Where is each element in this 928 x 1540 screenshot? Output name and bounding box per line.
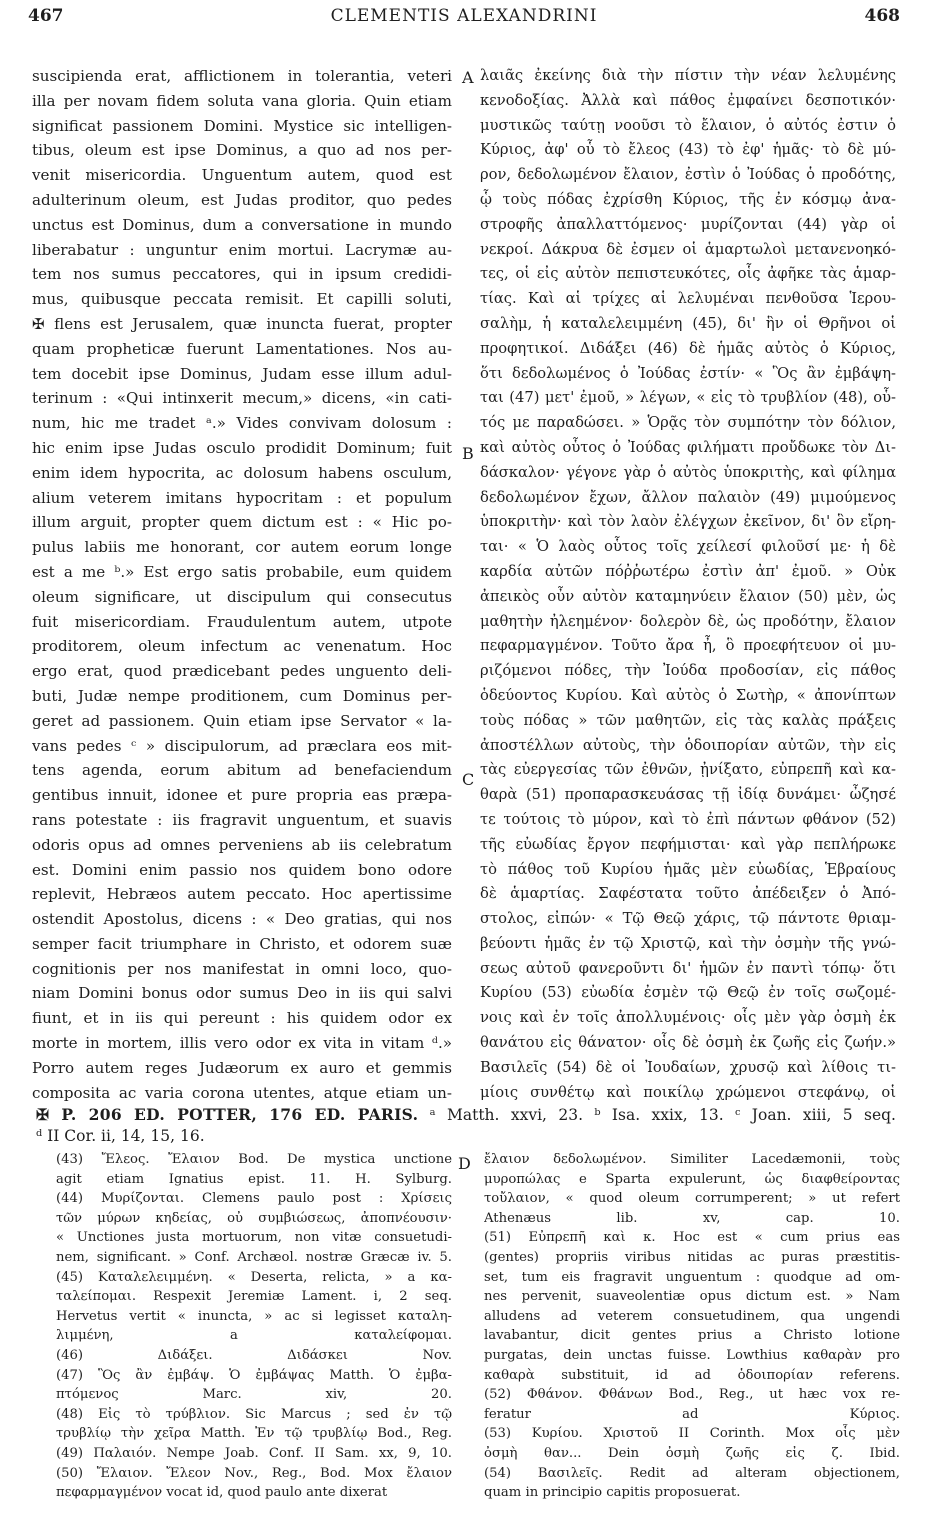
greek-text-column — [480, 64, 896, 1104]
latin-text-line: rans potestate : iis fragravit unguentum, et suavis — [32, 810, 452, 829]
margin-marker-c: C — [462, 770, 475, 789]
footnote-line: (gentes) propriis viribus nitidas ac puras præstitis- — [484, 1249, 900, 1265]
footnote-line: (52) Φθάνον. Φθάνων Bod., Reg., ut hæc vox re- — [484, 1387, 900, 1403]
latin-text-line: pulus labiis me honorant, cor autem eorum longe — [32, 538, 452, 557]
latin-text-line: fiunt, et in iis qui pereunt : his quidem odor ex — [32, 1009, 452, 1028]
greek-text-line: ται· « Ὁ λαὸς οὗτος τοῖς χείλεσί φιλοῦσί με· ἡ δὲ — [480, 538, 896, 556]
latin-text-line: tem nos sumus peccatores, qui in ipsum credidi- — [32, 265, 452, 284]
footnote-line: λιμμένη, a καταλείφομαι. — [56, 1328, 452, 1344]
greek-text-line: ὑποκριτὴν· καὶ τὸν λαὸν ἐλέγχων ἐκεῖνον, δι' ὃν εἴρη- — [480, 513, 896, 531]
greek-text-line: μίοις συνθέτῳ καὶ ποικίλῳ χρώμενοι στεφάνῳ, οἱ — [480, 1083, 896, 1101]
latin-text-line: quam propheticæ fuerunt Lamentationes. Nos au- — [32, 339, 452, 358]
footnote-line: τρυβλίῳ τὴν χεῖρα Matth. Ἐν τῷ τρυβλίῳ Bod., Reg. — [56, 1426, 452, 1442]
latin-text-line: hic enim ipse Judas osculo prodidit Dominum; fuit — [32, 438, 452, 457]
latin-text-line: illa per novam fidem soluta vana gloria. Quin etiam — [32, 91, 452, 110]
scripture-references — [36, 1104, 896, 1154]
latin-text-line: odoris opus ad omnes perveniens ab iis celebratum — [32, 835, 452, 854]
greek-text-line: τε τούτοις τὸ μύρον, καὶ τὸ ἐπὶ πάντων φθάνον (52) — [480, 810, 896, 828]
latin-text-line: tem docebit ipse Dominus, Judam esse illum adul- — [32, 364, 452, 383]
greek-text-line: νοις καὶ ἐν τοῖς ἀπολλυμένοις· οἷς μὲν γὰρ ὀσμὴ ἐκ — [480, 1009, 896, 1027]
greek-text-line: πεφαρμαγμένον. Τοῦτο ἄρα ἦ, ὃ προεφήτευον οἱ μυ- — [480, 637, 896, 655]
footnote-line: (45) Καταλελειμμένη. « Deserta, relicta, » a κα- — [56, 1269, 452, 1285]
footnote-line: purgatas, dein unctas fuisse. Lowthius καθαρὰν pro — [484, 1347, 900, 1363]
latin-text-line: num, hic me tradet ᵃ.» Vides convivam dolosum : — [32, 414, 452, 433]
greek-text-line: δεδολωμένον ἔχων, ἄλλον παλαιὸν (49) μιμούμενος — [480, 488, 896, 506]
latin-text-line: tens agenda, eorum abitum ad benefaciendum — [32, 761, 452, 780]
footnote-line: (50) Ἔλαιον. Ἔλεον Nov., Reg., Bod. Mox ἔλαιον — [56, 1465, 452, 1481]
greek-text-line: νεκροί. Δάκρυα δὲ ἐσμεν οἱ ἁμαρτωλοὶ μετανενοηκό- — [480, 240, 896, 258]
greek-text-line: Κυρίου (53) εὐωδία ἐσμὲν τῷ Θεῷ ἐν τοῖς σωζομέ- — [480, 984, 896, 1002]
footnote-line: (48) Εἰς τὸ τρύβλιον. Sic Marcus ; sed ἐν τῷ — [56, 1406, 452, 1422]
latin-text-line: alium veterem imitans hypocritam : et populum — [32, 488, 452, 507]
greek-text-line: ὅτι δεδολωμένος ὁ Ἰούδας ἐστίν· « Ὃς ἂν ἐμβάψη- — [480, 364, 896, 382]
greek-text-line: ται (47) μετ' ἐμοῦ, » λέγων, « εἰς τὸ τρυβλίον (48), οὗ- — [480, 389, 896, 407]
greek-text-line: δάσκαλον· γέγονε γὰρ ὁ αὐτὸς ὑποκριτὴς, καὶ φίλημα — [480, 463, 896, 481]
footnote-line: καθαρὰ substituit, id ad ὁδοιπορίαν referens. — [484, 1367, 900, 1383]
latin-text-line: geret ad passionem. Quin etiam ipse Servator « la- — [32, 711, 452, 730]
footnote-line: lavabantur, dicit gentes prius a Christo lotione — [484, 1328, 900, 1344]
latin-text-line: ✠ flens est Jerusalem, quæ inuncta fuerat, propter — [32, 314, 452, 333]
footnotes-left-column — [56, 1150, 452, 1530]
footnote-line: Hervetus vertit « inuncta, » ac si legisset καταλη- — [56, 1308, 452, 1324]
footnote-line: πεφαρμαγμένον vocat id, quod paulo ante dixerat — [56, 1485, 388, 1501]
footnote-line: (54) Βασιλεῖς. Redit ad alteram objectionem, — [484, 1465, 900, 1481]
latin-text-line: vans pedes ᶜ » discipulorum, ad præclara eos mit- — [32, 736, 452, 755]
latin-text-line: fuit misericordiam. Fraudulentum autem, utpote — [32, 612, 452, 631]
footnote-line: set, tum eis fragravit unguentum : quodque ad om- — [484, 1269, 900, 1285]
latin-text-column — [32, 64, 452, 1104]
latin-text-line: venit misericordia. Unguentum autem, quod est — [32, 166, 452, 185]
greek-text-line: τῆς εὐωδίας ἔργον πεφήμισται· καὶ γὰρ πεπλήρωκε — [480, 835, 896, 853]
greek-text-line: Βασιλεῖς (54) δὲ οἱ Ἰουδαίων, χρυσῷ καὶ λίθοις τι- — [480, 1058, 896, 1076]
footnote-line: quam in principio capitis proposuerat. — [484, 1485, 741, 1501]
greek-text-line: σαλὴμ, ἡ καταλελειμμένη (45), δι' ἣν οἱ Θρῆνοι οἱ — [480, 314, 896, 332]
greek-text-line: καὶ αὐτὸς οὗτος ὁ Ἰούδας φιλήματι προὔδωκε τὸν Δι- — [480, 438, 896, 456]
footnote-line: (43) Ἔλεος. Ἔλαιον Bod. De mystica unctione — [56, 1152, 452, 1167]
greek-text-line: ἀποστέλλων αὐτοὺς, τὴν ὁδοιπορίαν αὐτῶν, τὴν εἰς — [480, 736, 896, 754]
reference-line-2: ᵈ II Cor. ii, 14, 15, 16. — [36, 1127, 205, 1145]
greek-text-line: δὲ ἁμαρτίας. Σαφέστατα τοῦτο ἀπέδειξεν ὁ Ἀπό- — [480, 885, 896, 903]
footnote-line: feratur ad Κύριος. — [484, 1406, 900, 1422]
footnote-line: (53) Κυρίου. Χριστοῦ II Corinth. Mox οἷς μὲν — [484, 1426, 900, 1442]
greek-text-line: τες, οἱ εἰς αὐτὸν πεπιστευκότες, οἷς ἀφῆκε τὰς ἁμαρ- — [480, 265, 896, 283]
greek-text-line: Κύριος, ἀφ' οὗ τὸ ἔλεος (43) τὸ ἐφ' ἡμᾶς· τὸ δὲ μύ- — [480, 141, 896, 159]
greek-text-line: καρδία αὐτῶν πόῤῥωτέρω ἐστὶν ἀπ' ἐμοῦ. » Οὐκ — [480, 562, 896, 580]
greek-text-line: ᾧ τοὺς πόδας ἐχρίσθη Κύριος, τῆς ἐν κόσμῳ ἀνα- — [480, 190, 896, 208]
latin-text-line: significat passionem Domini. Mystice sic intelligen- — [32, 116, 452, 135]
greek-text-line: κενοδοξίας. Ἀλλὰ καὶ πάθος ἐμφαίνει δεσποτικόν· — [480, 91, 896, 109]
greek-text-line: ἀπεικὸς οὖν αὐτὸν καταμηνύειν ἔλαιον (50) μὲν, ὡς — [480, 587, 896, 605]
latin-text-line: buti, Judæ nempe proditionem, cum Dominus per- — [32, 686, 452, 705]
reference-line-1 — [36, 1104, 896, 1126]
greek-text-line: τίας. Καὶ αἱ τρίχες αἱ λελυμέναι πενθοῦσα Ἱερου- — [480, 290, 896, 308]
footnote-line: alludens ad veterem consuetudinem, qua ungendi — [484, 1308, 900, 1324]
latin-text-line: est a me ᵇ.» Est ergo satis probabile, eum quidem — [32, 562, 452, 581]
latin-text-line: niam Domini bonus odor sumus Deo in iis qui salvi — [32, 984, 452, 1003]
footnote-line: Athenæus lib. xv, cap. 10. — [484, 1210, 900, 1226]
greek-text-line: τὰς εὐεργεσίας τῶν ἐθνῶν, ᾐνίξατο, εὐπρεπῆ καὶ κα- — [480, 761, 896, 779]
latin-text-line: gentibus innuit, idonee et pure propria eas præpa- — [32, 786, 452, 805]
greek-text-line: ὁδεύοντος Κυρίου. Καὶ αὐτὸς ὁ Σωτὴρ, « ἀπονίπτων — [480, 686, 896, 704]
latin-text-line: semper facit triumphare in Christo, et odorem suæ — [32, 934, 452, 953]
latin-text-line: oleum significare, ut discipulum qui consecutus — [32, 587, 452, 606]
latin-text-line: adulterinum oleum, est Judas proditor, quo pedes — [32, 190, 452, 209]
latin-text-line: cognitionis per nos manifestat in omni loco, quo- — [32, 959, 452, 978]
greek-text-line: στροφῆς ἀπαλλαττόμενος· μυρίζονται (44) γὰρ οἱ — [480, 215, 896, 233]
footnote-line: (51) Εὐπρεπῆ καὶ κ. Hoc est « cum prius eas — [484, 1230, 900, 1246]
latin-text-line: ostendit Apostolus, dicens : « Deo gratias, qui nos — [32, 910, 452, 929]
latin-text-line: ergo erat, quod prædicebant pedes unguento deli- — [32, 662, 452, 681]
footnote-line: (49) Παλαιόν. Nempe Joab. Conf. II Sam. xx, 9, 10. — [56, 1445, 452, 1461]
latin-text-line: liberabatur : unguntur enim mortui. Lacrymæ au- — [32, 240, 452, 259]
greek-text-line: θαρὰ (51) προπαρασκευάσας τῇ ἰδίᾳ δυνάμει· ὦζησέ — [480, 786, 896, 804]
footnote-line: τῶν μύρων κηδείας, οὐ συμβιώσεως, ἀποπνέουσιν· — [56, 1210, 452, 1226]
latin-text-line: illum arguit, propter quem dictum est : « Hic po- — [32, 513, 452, 532]
footnotes-right-column — [484, 1150, 900, 1530]
scripture-citations: ᵃ Matth. xxvi, 23. ᵇ Isa. xxix, 13. ᶜ Joan. xiii, 5 seq. — [429, 1106, 896, 1124]
latin-text-line: enim idem hypocrita, ac dolosum habens osculum, — [32, 463, 452, 482]
greek-text-line: θανάτου εἰς θάνατον· οἷς δὲ ὀσμὴ ἐκ ζωῆς εἰς ζωήν.» — [480, 1034, 896, 1052]
footnote-line: πτόμενος Marc. xiv, 20. — [56, 1387, 452, 1403]
latin-text-line: est. Domini enim passio nos quidem bono odore — [32, 860, 452, 879]
page-header — [28, 6, 900, 36]
greek-text-line: τός με παραδώσει. » Ὁρᾷς τὸν συμπότην τὸν δόλιον, — [480, 414, 896, 432]
latin-text-line: tibus, oleum est ipse Dominus, a quo ad nos per- — [32, 141, 452, 160]
margin-marker-a: A — [462, 68, 474, 87]
running-title: CLEMENTIS ALEXANDRINI — [330, 6, 598, 26]
greek-text-line: ριζόμενοι πόδες, τὴν Ἰούδα προδοσίαν, εἰς πάθος — [480, 662, 896, 680]
greek-text-line: λαιᾶς ἐκείνης διὰ τὴν πίστιν τὴν νέαν λελυμένης — [480, 67, 896, 84]
footnote-line: μυροπώλας e Sparta expulerunt, ὡς διαφθείροντας — [484, 1171, 900, 1187]
footnote-line: (46) Διδάξει. Διδάσκει Nov. — [56, 1347, 452, 1363]
latin-text-line: terinum : «Qui intinxerit mecum,» dicens, «in cati- — [32, 389, 452, 408]
latin-text-line: suscipienda erat, afflictionem in tolerantia, veteri — [32, 67, 452, 85]
greek-text-line: στολος, εἰπών· « Τῷ Θεῷ χάρις, τῷ πάντοτε θριαμ- — [480, 910, 896, 928]
page-number-left: 467 — [28, 6, 64, 26]
greek-text-line: ρον, δεδολωμένον ἔλαιον, ἐστὶν ὁ Ἰούδας ὁ προδότης, — [480, 166, 896, 184]
greek-text-line: βεύοντι ἡμᾶς ἐν τῷ Χριστῷ, καὶ τὴν ὀσμὴν τῆς γνώ- — [480, 934, 896, 952]
footnote-line: ταλείπομαι. Respexit Jeremiæ Lament. i, 2 seq. — [56, 1289, 452, 1305]
latin-text-line: unctus est Dominus, dum a conversatione in mundo — [32, 215, 452, 234]
footnote-line: agit etiam Ignatius epist. 11. H. Sylburg. — [56, 1171, 452, 1187]
footnote-line: nem, significant. » Conf. Archæol. nostræ Græcæ iv. 5. — [56, 1249, 452, 1265]
greek-text-line: τὸ πάθος τοῦ Κυρίου ἡμᾶς μὲν εὐωδίας, Ἑβραίους — [480, 860, 896, 878]
greek-text-line: μαθητὴν ἠλεημένον· δολερὸν δὲ, ὡς προδότην, ἔλαιον — [480, 612, 896, 630]
latin-text-line: replevit, Hebræos autem peccato. Hoc apertissime — [32, 885, 452, 904]
latin-text-line: mus, quibusque peccata remisit. Et capilli soluti, — [32, 290, 452, 309]
footnote-line: « Unctiones justa mortuorum, non vitæ consuetudi- — [56, 1230, 452, 1246]
greek-text-line: τοὺς πόδας » τῶν μαθητῶν, εἰς τὰς καλὰς πράξεις — [480, 711, 896, 729]
greek-text-line: προφητικοί. Διδάξει (46) δὲ ἡμᾶς αὐτὸς ὁ Κύριος, — [480, 339, 896, 357]
footnote-line: τοὔλαιον, « quod oleum corrumperent; » ut refert — [484, 1191, 900, 1207]
footnote-line: ἔλαιον δεδολωμένον. Similiter Lacedæmonii, τοὺς — [484, 1152, 900, 1167]
edition-reference: ✠ P. 206 ED. POTTER, 176 ED. PARIS. — [36, 1105, 419, 1124]
margin-marker-d: D — [458, 1154, 471, 1173]
greek-text-line: σεως αὐτοῦ φανεροῦντι δι' ἡμῶν ἐν παντὶ τόπῳ· ὅτι — [480, 959, 896, 977]
footnote-line: nes pervenit, suaveolentiæ opus dictum est. » Nam — [484, 1289, 900, 1305]
page-number-right: 468 — [864, 6, 900, 26]
latin-text-line: composita ac varia corona utentes, atque etiam un- — [32, 1083, 452, 1102]
latin-text-line: morte in mortem, illis vero odor ex vita in vitam ᵈ.» — [32, 1034, 452, 1053]
latin-text-line: Porro autem reges Judæorum ex auro et gemmis — [32, 1058, 452, 1077]
footnote-line: (44) Μυρίζονται. Clemens paulo post : Χρίσεις — [56, 1191, 452, 1207]
footnote-line: (47) Ὃς ἂν ἐμβάψ. Ὁ ἐμβάψας Matth. Ὁ ἐμβα- — [56, 1367, 452, 1383]
latin-text-line: proditorem, oleum infectum ac venenatum. Hoc — [32, 637, 452, 656]
footnote-line: ὀσμὴ θαν... Dein ὀσμὴ ζωῆς εἰς ζ. Ibid. — [484, 1445, 900, 1461]
margin-marker-b: B — [462, 444, 474, 463]
greek-text-line: μυστικῶς ταύτῃ νοοῦσι τὸ ἔλαιον, ὁ αὐτός ἐστιν ὁ — [480, 116, 896, 134]
